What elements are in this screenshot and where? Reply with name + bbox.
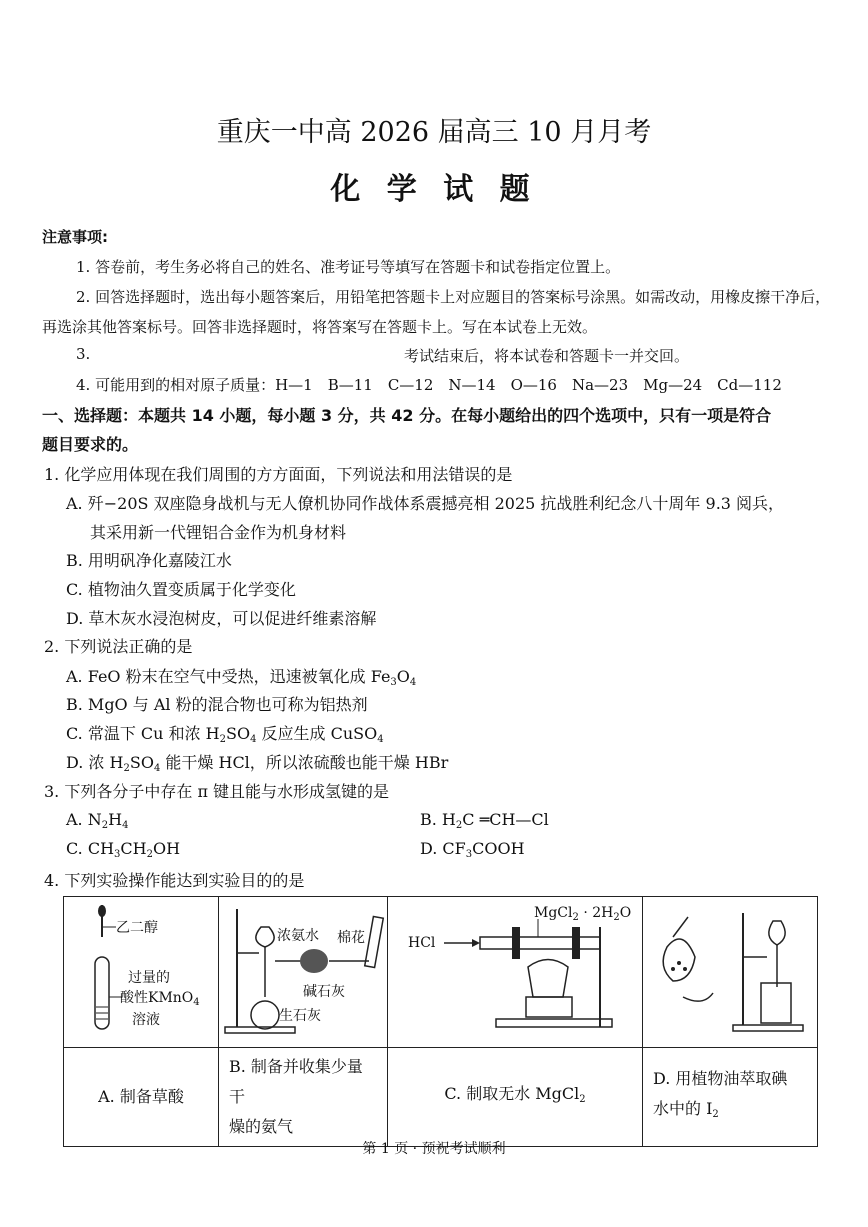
label-acidic-kmno4: 酸性KMnO$_4$ xyxy=(120,990,200,1008)
q3-option-d: D. $CF_3COOH$ xyxy=(420,839,525,860)
label-solution: 溶液 xyxy=(132,1012,160,1028)
note-2a: 2. 回答选择题时，选出每小题答案后，用铅笔把答题卡上对应题目的答案标号涂黑。如需改动，用橡皮擦干净后， xyxy=(76,288,831,306)
note-2b: 再选涂其他答案标号。回答非选择题时，将答案写在答题卡上。写在本试卷上无效。 xyxy=(42,318,598,336)
note-4: 4. 可能用到的相对原子质量：H—1 B—11 C—12 N—14 O—16 Na—23 Mg—24 Cd—112 xyxy=(76,376,782,394)
label-excess: 过量的 xyxy=(128,970,170,986)
option-b-caption: B. 制备并收集少量干 燥的氨气 xyxy=(219,1048,388,1147)
note-3-text: 考试结束后，将本试卷和答题卡一并交回。 xyxy=(404,347,690,365)
q1-option-b: B. 用明矾净化嘉陵江水 xyxy=(66,551,232,570)
q4-stem: 4. 下列实验操作能达到实验目的的是 xyxy=(44,871,305,890)
label-hcl: HCl xyxy=(408,935,436,951)
apparatus-d-diagram xyxy=(643,897,818,1047)
label-mgcl2-2h2o: MgCl$_2$ · $2H_2O$ xyxy=(534,905,632,923)
q3-option-b: B. $H_2C$ ═CH—Cl xyxy=(420,810,549,831)
apparatus-a-cell xyxy=(64,897,219,1048)
q1-option-d: D. 草木灰水浸泡树皮，可以促进纤维素溶解 xyxy=(66,609,377,628)
q3-option-c: C. $CH_3CH_2OH$ xyxy=(66,839,181,860)
experiment-table xyxy=(63,896,818,1147)
q2-option-b: B. MgO 与 Al 粉的混合物也可称为铝热剂 xyxy=(66,695,368,714)
option-d-caption: D. 用植物油萃取碘 水中的 $I_2$ xyxy=(643,1048,818,1147)
note-1: 1. 答卷前，考生务必将自己的姓名、准考证号等填写在答题卡和试卷指定位置上。 xyxy=(76,258,621,276)
note-3-number: 3. xyxy=(76,345,91,363)
subject-title: 化 学 试 题 xyxy=(330,172,538,207)
page-footer: 第 1 页 · 预祝考试顺利 xyxy=(362,1141,506,1157)
label-conc-ammonia: 浓氨水 xyxy=(277,928,319,944)
q1-option-c: C. 植物油久置变质属于化学变化 xyxy=(66,580,296,599)
q2-option-d: D. 浓 $H_2SO_4$ 能干燥 HCl，所以浓硫酸也能干燥 HBr xyxy=(66,753,449,774)
label-glycol: 乙二醇 xyxy=(116,920,158,936)
option-a-caption: A. 制备草酸 xyxy=(64,1048,219,1147)
apparatus-c-cell xyxy=(388,897,643,1048)
q1-stem: 1. 化学应用体现在我们周围的方方面面，下列说法和用法错误的是 xyxy=(44,465,513,484)
q1-option-a-cont: 其采用新一代锂铝合金作为机身材料 xyxy=(90,523,347,542)
label-quicklime: 生石灰 xyxy=(279,1008,321,1024)
section-1-heading: 一、选择题：本题共 14 小题，每小题 3 分，共 42 分。在每小题给出的四个选项中，只有一项是符合 xyxy=(42,406,772,425)
q3-stem: 3. 下列各分子中存在 π 键且能与水形成氢键的是 xyxy=(44,782,390,801)
label-soda-lime: 碱石灰 xyxy=(303,984,345,1000)
q2-option-c: C. 常温下 Cu 和浓 $H_2SO_4$ 反应生成 CuSO$_4$ xyxy=(66,724,384,745)
q1-option-a: A. 歼−20S 双座隐身战机与无人僚机协同作战体系震撼亮相 2025 抗战胜利纪念八十周年 9.3 阅兵， xyxy=(66,494,785,513)
q2-stem: 2. 下列说法正确的是 xyxy=(44,637,193,656)
section-1-heading-cont: 题目要求的。 xyxy=(42,435,139,454)
page-title: 重庆一中高 2026 届高三 10 月月考 xyxy=(216,117,652,148)
q3-option-a: A. $N_2H_4$ xyxy=(66,810,129,831)
apparatus-b-cell xyxy=(219,897,388,1048)
option-c-caption: C. 制取无水 MgCl$_2$ xyxy=(388,1048,643,1147)
apparatus-d-cell xyxy=(643,897,818,1048)
q2-option-a: A. FeO 粉末在空气中受热，迅速被氧化成 $Fe_3O_4$ xyxy=(66,667,417,688)
notes-heading: 注意事项: xyxy=(42,228,108,246)
label-cotton: 棉花 xyxy=(337,930,365,946)
